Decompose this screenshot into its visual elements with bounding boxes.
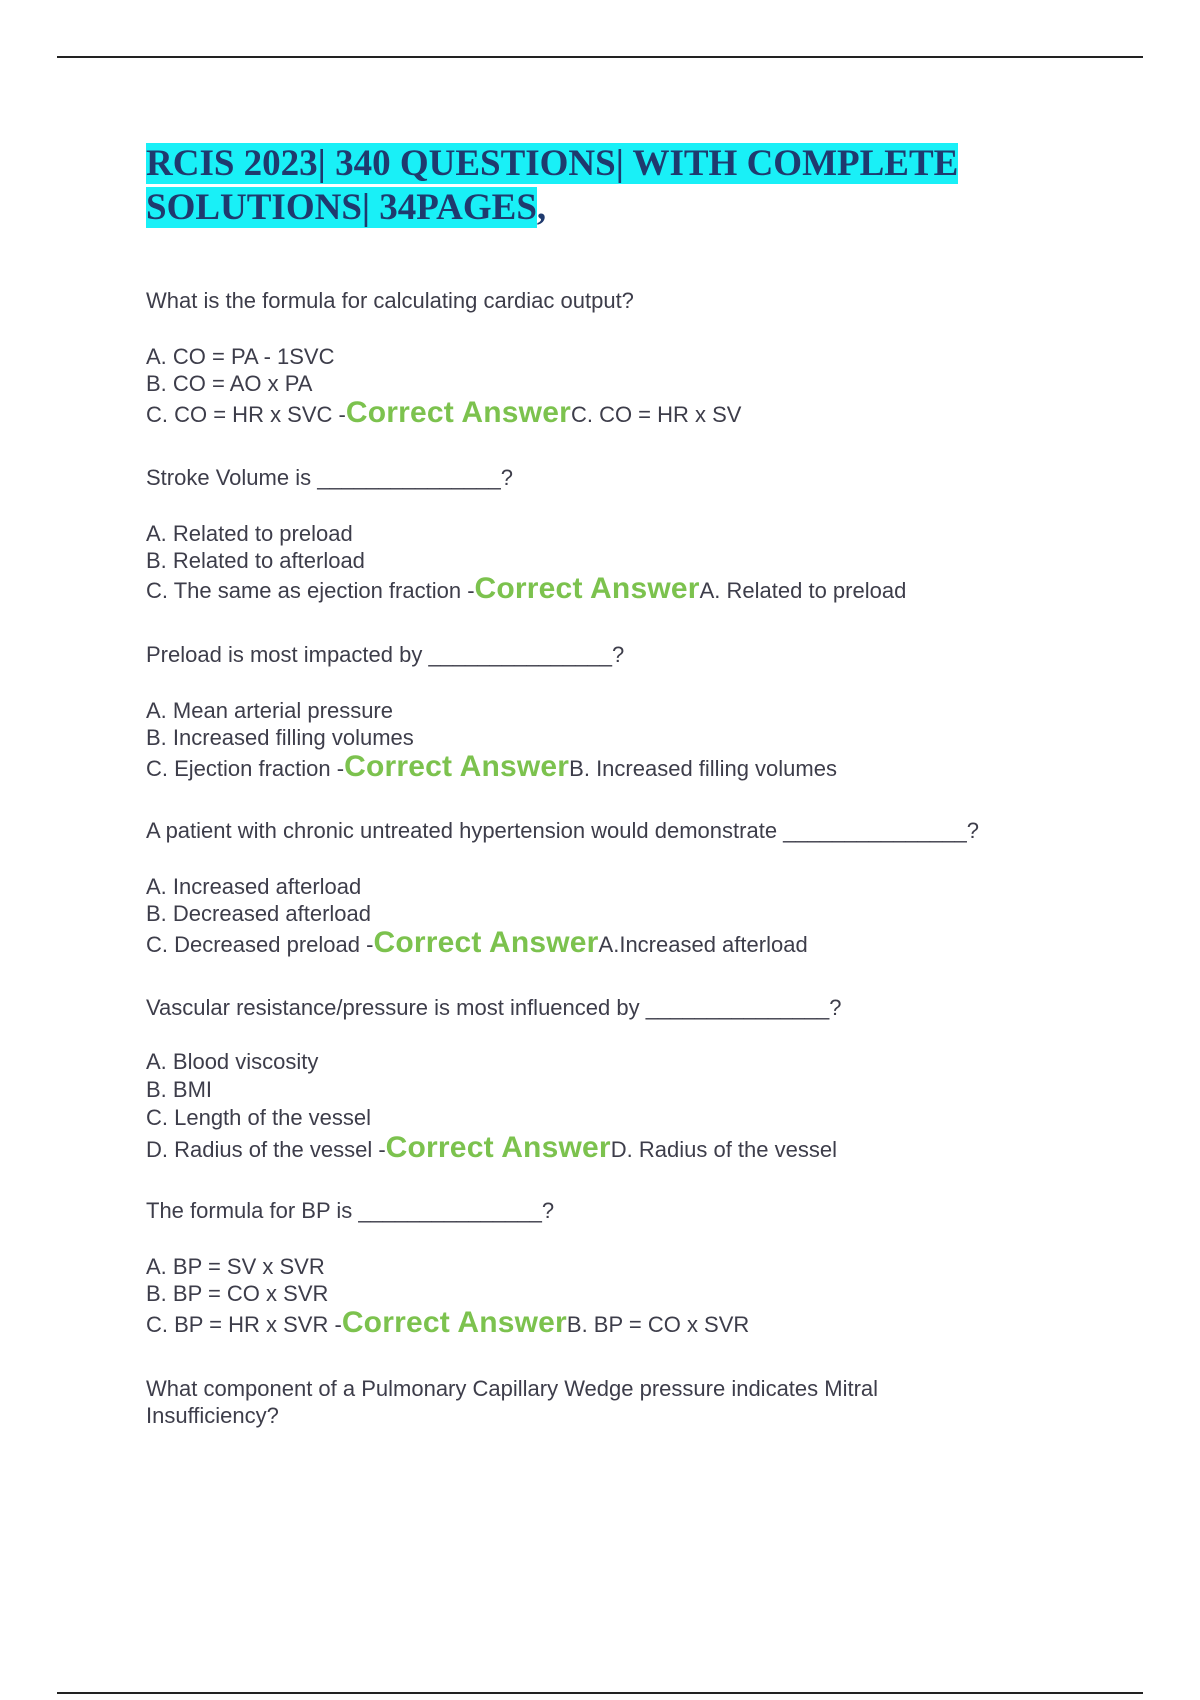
question-text: Vascular resistance/pressure is most influenced by _______________?	[146, 995, 842, 1020]
option-b: B. BMI	[146, 1077, 213, 1102]
question-text: Stroke Volume is _______________?	[146, 465, 513, 490]
option-a: A. Mean arterial pressure	[146, 698, 393, 723]
question-text: What is the formula for calculating cardiac output?	[146, 288, 634, 313]
answer-text: D. Radius of the vessel	[610, 1137, 837, 1162]
option-c: C. Length of the vessel	[146, 1105, 372, 1130]
option-a: A. BP = SV x SVR	[146, 1254, 325, 1279]
option-c: C. Decreased preload -	[146, 932, 374, 957]
answer-line	[146, 572, 907, 605]
option-b: B. Increased filling volumes	[146, 725, 414, 750]
answer-text: B. Increased filling volumes	[569, 756, 837, 781]
answer-text: A.Increased afterload	[598, 932, 808, 957]
correct-answer-label: Correct Answer	[341, 1306, 567, 1339]
answer-line	[146, 396, 742, 429]
document-title	[146, 142, 1146, 230]
answer-text: A. Related to preload	[699, 578, 907, 603]
option-b: B. CO = AO x PA	[146, 371, 313, 396]
option-c: C. Ejection fraction -	[146, 756, 345, 781]
correct-answer-label: Correct Answer	[474, 572, 700, 605]
option-b: B. Decreased afterload	[146, 901, 372, 926]
option-c: C. BP = HR x SVR -	[146, 1312, 342, 1337]
correct-answer-label: Correct Answer	[345, 396, 571, 429]
question-text: The formula for BP is _______________?	[146, 1198, 555, 1223]
answer-line	[146, 1131, 837, 1164]
title-line-2: SOLUTIONS| 34PAGES	[146, 187, 537, 228]
correct-answer-label: Correct Answer	[344, 750, 570, 783]
option-a: A. Increased afterload	[146, 874, 362, 899]
answer-text: C. CO = HR x SV	[570, 402, 742, 427]
title-trailing-comma: ,	[536, 187, 547, 228]
title-line-1: RCIS 2023| 340 QUESTIONS| WITH COMPLETE	[146, 143, 959, 184]
option-c: C. CO = HR x SVC -	[146, 402, 346, 427]
option-a: A. Related to preload	[146, 521, 353, 546]
option-a: A. CO = PA - 1SVC	[146, 344, 335, 369]
answer-line	[146, 926, 808, 959]
option-d: D. Radius of the vessel -	[146, 1137, 386, 1162]
answer-line	[146, 1306, 750, 1339]
option-c: C. The same as ejection fraction -	[146, 578, 475, 603]
option-a: A. Blood viscosity	[146, 1049, 319, 1074]
bottom-divider	[57, 1692, 1143, 1694]
correct-answer-label: Correct Answer	[373, 926, 599, 959]
question-text: What component of a Pulmonary Capillary Wedge pressure indicates Mitral Insufficiency?	[146, 1376, 879, 1428]
option-b: B. BP = CO x SVR	[146, 1281, 329, 1306]
answer-line	[146, 750, 837, 783]
question-text: A patient with chronic untreated hypertension would demonstrate _______________?	[146, 818, 979, 843]
answer-text: B. BP = CO x SVR	[566, 1312, 750, 1337]
correct-answer-label: Correct Answer	[385, 1131, 611, 1164]
top-divider	[57, 56, 1143, 58]
option-b: B. Related to afterload	[146, 548, 365, 573]
question-text: Preload is most impacted by _______________?	[146, 642, 625, 667]
